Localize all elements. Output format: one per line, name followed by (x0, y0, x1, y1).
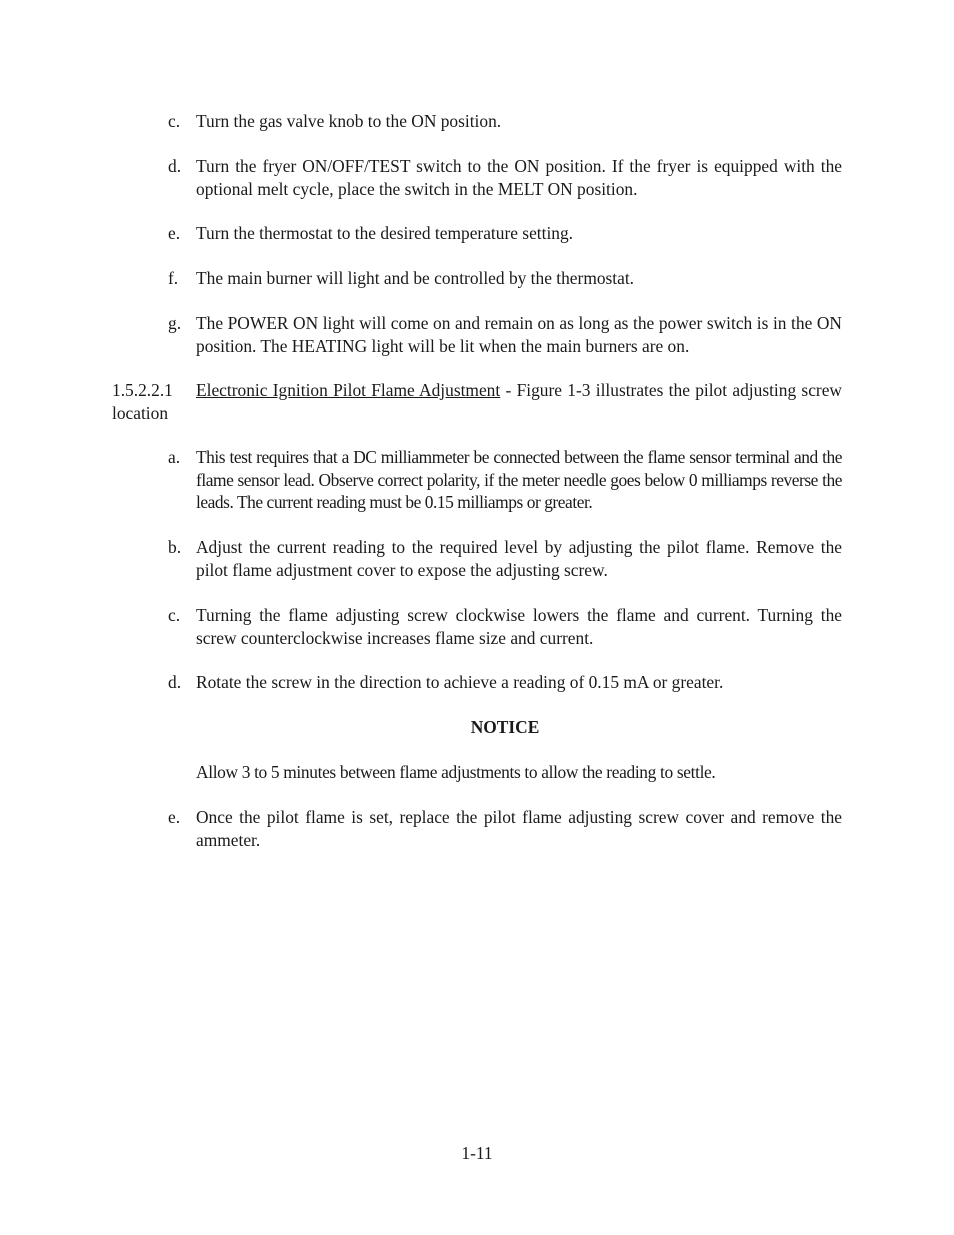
step-text: The main burner will light and be controlled by the thermostat. (196, 268, 635, 288)
section-number: 1.5.2.2.1 (112, 380, 173, 400)
step-label: d. (168, 156, 182, 176)
step-a-milliammeter (168, 446, 842, 514)
step-d-switch-on (168, 155, 842, 200)
notice-title: NOTICE (470, 717, 540, 737)
section-text: - Figure 1-3 illustrates the pilot adjusting screw location (112, 380, 842, 423)
step-c-gas-valve (168, 110, 842, 133)
step-label: f. (168, 268, 179, 288)
step-e-thermostat (168, 222, 842, 245)
step-text: This test requires that a DC milliammeter be connected between the flame sensor terminal and the flame sensor lead. Observe correct polarity, if the meter needle goes below 0 milliamps reverse the leads. The current reading must be 0.15 milliamps or greater. (196, 447, 842, 512)
step-text: The POWER ON light will come on and remain on as long as the power switch is in the ON position. The HEATING light will be lit when the main burners are on. (196, 313, 842, 356)
step-c-adjusting-screw (168, 604, 842, 649)
step-f-main-burner (168, 267, 842, 290)
step-label: c. (168, 605, 181, 625)
step-label: d. (168, 672, 182, 692)
section-pilot-flame-adjustment (112, 379, 842, 424)
section-heading: Electronic Ignition Pilot Flame Adjustment (196, 380, 501, 400)
step-b-adjust-current (168, 536, 842, 581)
step-text: Once the pilot flame is set, replace the pilot flame adjusting screw cover and remove the ammeter. (196, 807, 842, 850)
step-label: b. (168, 537, 182, 557)
step-text: Turn the fryer ON/OFF/TEST switch to the ON position. If the fryer is equipped with the optional melt cycle, place the switch in the MELT ON position. (196, 156, 842, 199)
page-number: 1-11 (461, 1143, 493, 1163)
step-label: g. (168, 313, 182, 333)
step-text: Rotate the screw in the direction to achieve a reading of 0.15 mA or greater. (196, 672, 724, 692)
step-label: e. (168, 223, 181, 243)
step-g-power-light (168, 312, 842, 357)
step-text: Adjust the current reading to the required level by adjusting the pilot flame. Remove the pilot flame adjustment cover to expose the adjusting screw. (196, 537, 842, 580)
step-e-replace-cover (168, 806, 842, 851)
step-d-rotate-screw (168, 671, 842, 694)
step-text: Turn the gas valve knob to the ON position. (196, 111, 502, 131)
step-label: c. (168, 111, 181, 131)
step-text: Turning the flame adjusting screw clockwise lowers the flame and current. Turning the screw counterclockwise increases flame size and current. (196, 605, 842, 648)
step-label: a. (168, 447, 181, 467)
step-text: Turn the thermostat to the desired temperature setting. (196, 223, 574, 243)
step-label: e. (168, 807, 181, 827)
notice-text: Allow 3 to 5 minutes between flame adjustments to allow the reading to settle. (196, 762, 716, 782)
